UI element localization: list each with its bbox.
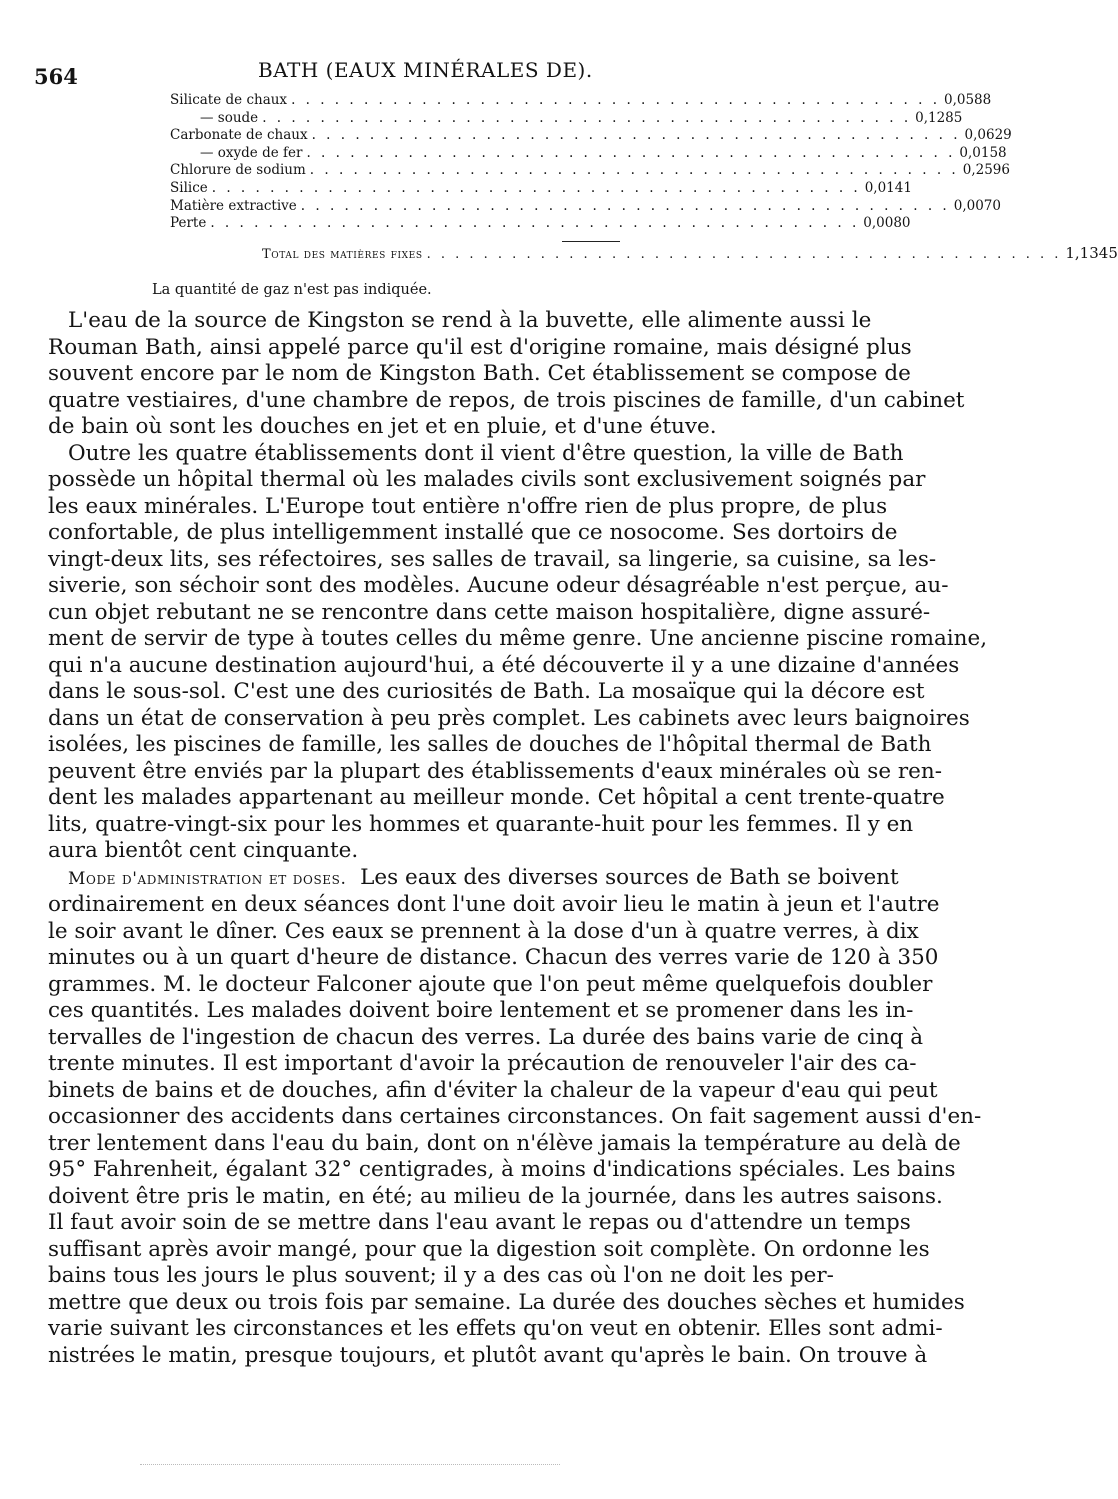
text-line: ordinairement en deux séances dont l'une doit avoir lieu le matin à jeun et l'autre [48, 892, 940, 917]
text-line: trer lentement dans l'eau du bain, dont on n'élève jamais la température au delà de [48, 1130, 961, 1156]
text-line: ces quantités. Les malades doivent boire lentement et se promener dans les in- [48, 998, 914, 1023]
text-line: confortable, de plus intelligemment installé que ce nosocome. Ses dortoirs de [48, 520, 898, 545]
text-line: le soir avant le dîner. Ces eaux se prennent à la dose d'un à quatre verres, à dix [48, 918, 919, 944]
text-line: souvent encore par le nom de Kingston Bath. Cet établissement se compose de [48, 361, 911, 386]
text-line: doivent être pris le matin, en été; au milieu de la journée, dans les autres saisons. [48, 1183, 943, 1209]
text-line: vingt-deux lits, ses réfectoires, ses salles de travail, sa lingerie, sa cuisine, sa les- [48, 546, 937, 572]
text-line: isolées, les piscines de famille, les salles de douches de l'hôpital thermal de Bath [48, 732, 932, 757]
analysis-row [170, 144, 1007, 163]
text-line: Rouman Bath, ainsi appelé parce qu'il est d'origine romaine, mais désigné plus [48, 334, 912, 360]
analysis-row [170, 127, 1012, 145]
text-line: bains tous les jours le plus souvent; il y a des cas où l'on ne doit les per- [48, 1263, 834, 1288]
text-line: de bain où sont les douches en jet et en pluie, et d'une étuve. [48, 414, 717, 439]
analysis-table [170, 92, 1118, 262]
text-line: Il faut avoir soin de se mettre dans l'eau avant le repas ou d'attendre un temps [48, 1210, 911, 1235]
analysis-row [170, 109, 963, 128]
leader-dots [210, 215, 859, 233]
text-line [48, 864, 899, 893]
analysis-row [170, 215, 911, 233]
analysis-label: Silicate de chaux [170, 92, 288, 108]
body-text [48, 308, 988, 1369]
analysis-label: Silice [170, 179, 208, 196]
analysis-value: 0,0158 [959, 144, 1007, 161]
text-line: possède un hôpital thermal où les malades civils sont exclusivement soignés par [48, 467, 926, 492]
text-line: tervalles de l'ingestion de chacun des verres. La durée des bains varie de cinq à [48, 1024, 924, 1050]
analysis-value: 0,2596 [962, 162, 1010, 179]
bleed-through-line [140, 1464, 560, 1465]
text-line: Outre les quatre établissements dont il vient d'être question, la ville de Bath [68, 440, 904, 466]
text-line: varie suivant les circonstances et les effets qu'on veut en obtenir. Elles sont admi- [48, 1316, 943, 1341]
total-label: Total des matières fixes [262, 246, 423, 262]
sum-rule [562, 241, 620, 242]
analysis-value: 0,0070 [953, 197, 1001, 214]
leader-dots [312, 127, 961, 145]
analysis-row [170, 162, 1010, 180]
analysis-value: 0,0080 [863, 215, 911, 232]
text-line: binets de bains et de douches, afin d'éviter la chaleur de la vapeur d'eau qui peut [48, 1077, 938, 1103]
text-line: minutes ou à un quart d'heure de distance. Chacun des verres varie de 120 à 350 [48, 945, 939, 970]
text-line: grammes. M. le docteur Falconer ajoute que l'on peut même quelquefois doubler [48, 971, 933, 997]
analysis-label: Matière extractive [170, 197, 297, 214]
analysis-label: Chlorure de sodium [170, 162, 306, 179]
leader-dots [306, 145, 955, 163]
analysis-row [170, 197, 1001, 216]
text-line: dans un état de conservation à peu près complet. Les cabinets avec leurs baignoires [48, 705, 970, 731]
text-fragment: Les eaux des diverses sources de Bath se boivent [360, 864, 899, 890]
leader-dots [427, 247, 1062, 262]
leader-dots [262, 110, 911, 128]
leader-dots [212, 180, 861, 198]
section-heading: Mode d'administration et doses. [68, 868, 347, 889]
leader-dots [310, 162, 959, 180]
page-number: 564 [34, 64, 78, 89]
analysis-label: Perte [170, 215, 207, 232]
analysis-label: Carbonate de chaux [170, 127, 308, 144]
analysis-value: 0,0141 [864, 179, 912, 196]
text-line: quatre vestiaires, d'une chambre de repos, de trois piscines de famille, d'un cabinet [48, 387, 965, 413]
text-line: 95° Fahrenheit, égalant 32° centigrades, à moins d'indications spéciales. Les bains [48, 1157, 956, 1182]
text-line: nistrées le matin, presque toujours, et plutôt avant qu'après le bain. On trouve à [48, 1342, 928, 1368]
text-line: les eaux minérales. L'Europe tout entière n'offre rien de plus propre, de plus [48, 493, 888, 519]
text-line: mettre que deux ou trois fois par semaine. La durée des douches sèches et humides [48, 1289, 965, 1315]
analysis-value: 0,0629 [964, 127, 1012, 144]
text-line: peuvent être enviés par la plupart des établissements d'eaux minérales où se ren- [48, 758, 943, 784]
text-line: ment de servir de type à toutes celles du même genre. Une ancienne piscine romaine, [48, 626, 988, 651]
text-line: lits, quatre-vingt-six pour les hommes et quarante-huit pour les femmes. Il y en [48, 811, 914, 837]
text-line: dans le sous-sol. C'est une des curiosités de Bath. La mosaïque qui la décore est [48, 679, 925, 704]
text-line: qui n'a aucune destination aujourd'hui, a été découverte il y a une dizaine d'années [48, 652, 960, 678]
text-line: aura bientôt cent cinquante. [48, 838, 359, 863]
analysis-label: — oxyde de fer [200, 144, 303, 161]
analysis-value: 0,0588 [944, 92, 992, 108]
running-head: BATH (EAUX MINÉRALES DE). [258, 58, 593, 82]
gas-note: La quantité de gaz n'est pas indiquée. [152, 282, 432, 298]
text-line: L'eau de la source de Kingston se rend à la buvette, elle alimente aussi le [68, 308, 872, 333]
text-line: cun objet rebutant ne se rencontre dans cette maison hospitalière, digne assuré- [48, 599, 931, 625]
text-line: occasionner des accidents dans certaines circonstances. On fait sagement aussi d'en- [48, 1104, 982, 1129]
leader-dots [301, 198, 950, 216]
text-line: siverie, son séchoir sont des modèles. Aucune odeur désagréable n'est perçue, au- [48, 573, 949, 598]
analysis-label: — soude [200, 109, 259, 126]
analysis-value: 0,1285 [915, 109, 963, 126]
analysis-total-row [170, 243, 1118, 262]
text-line: dent les malades appartenant au meilleur monde. Cet hôpital a cent trente-quatre [48, 785, 945, 810]
leader-dots [291, 92, 940, 110]
analysis-row [170, 92, 992, 110]
text-line: trente minutes. Il est important d'avoir la précaution de renouveler l'air des ca- [48, 1051, 917, 1076]
analysis-row [170, 179, 912, 198]
text-line: suffisant après avoir mangé, pour que la digestion soit complète. On ordonne les [48, 1236, 930, 1262]
total-value: 1,1345 [1065, 243, 1118, 262]
